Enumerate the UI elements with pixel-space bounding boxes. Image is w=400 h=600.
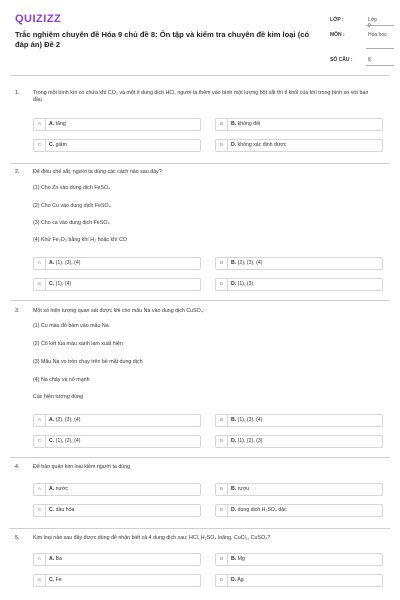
meta-divider [366, 25, 394, 26]
option-key: B. [231, 486, 237, 492]
statement-line: (2) Có kết tủa màu xanh lam xuất hiện [33, 341, 123, 347]
statement-line: (3) Cho ca vào dung dịch FeSO₄ [33, 220, 110, 226]
statement-line: (4) Khử Fe₂O₃ bằng khí H₂ hoặc khí CO [33, 237, 128, 243]
option-d[interactable] [215, 574, 383, 587]
option-letter: D [216, 505, 228, 516]
option-letter: B [216, 484, 228, 495]
question-divider [10, 300, 390, 301]
question-3 [15, 308, 390, 453]
option-label: Mg [237, 556, 245, 562]
option-d[interactable] [215, 504, 383, 517]
option-a[interactable] [33, 483, 201, 496]
option-label: Fe [55, 577, 62, 583]
option-label: (1), (4) [55, 281, 72, 287]
option-label: (1), (3) [237, 281, 254, 287]
question-5 [15, 535, 390, 595]
option-label: rượu [237, 486, 250, 492]
statement-line: Các hiện tượng đúng [33, 394, 84, 400]
question-number: 4. [15, 464, 20, 470]
option-key: C. [49, 507, 55, 513]
question-number: 3. [15, 308, 20, 314]
meta-divider [366, 65, 394, 66]
statement-line: (2) Cho Cu vào dung dịch FeSO₄ [33, 203, 111, 209]
option-b[interactable] [215, 553, 383, 566]
option-key: D. [231, 281, 237, 287]
option-a[interactable] [33, 414, 201, 427]
option-letter: B [216, 258, 228, 269]
statement-line: (1) Cu màu đỏ bám vào mẩu Na [33, 323, 109, 329]
option-key: A. [49, 121, 55, 127]
option-letter: A [34, 119, 46, 130]
option-label: (1), (2), (4) [55, 438, 81, 444]
option-a[interactable] [33, 553, 201, 566]
question-2 [15, 169, 390, 294]
option-key: D. [231, 577, 237, 583]
option-letter: D [216, 279, 228, 290]
meta-subject-label: MÔN : [330, 32, 345, 38]
option-b[interactable] [215, 414, 383, 427]
question-divider [10, 528, 390, 529]
question-number: 5. [15, 535, 20, 541]
option-c[interactable] [33, 278, 201, 291]
option-a[interactable] [33, 257, 201, 270]
option-label: dầu hỏa [55, 507, 75, 513]
option-letter: B [216, 415, 228, 426]
option-key: A. [49, 486, 55, 492]
option-letter: A [34, 415, 46, 426]
statement-line: (3) Mẩu Na vo tròn chạy trên bề mặt dung dịch [33, 359, 143, 365]
option-b[interactable] [215, 257, 383, 270]
meta-count-label: SỐ CÂU : [330, 57, 353, 63]
option-key: C. [49, 438, 55, 444]
option-label: (1), (2), (3) [237, 438, 263, 444]
option-letter: C [34, 140, 46, 151]
option-label: Ag [237, 577, 244, 583]
option-c[interactable] [33, 504, 201, 517]
question-text: Kim loại nào sau đây được dùng để nhận biết cả 4 dung dịch sau: HCl, H₂SO₄ loãng, CuCl₂, CuSO₄? [33, 535, 271, 541]
option-letter: D [216, 140, 228, 151]
option-label: không xác định được [237, 142, 287, 148]
statement-line: (4) Na cháy và nổ mạnh [33, 377, 90, 383]
option-letter: A [34, 258, 46, 269]
question-text: Để điều chế sắt, người ta dùng các cách nào sau đây? [33, 169, 162, 175]
header-divider [10, 75, 390, 76]
option-letter: C [34, 436, 46, 447]
question-4 [15, 464, 390, 524]
option-letter: C [34, 575, 46, 586]
option-letter: B [216, 119, 228, 130]
question-1 [15, 90, 390, 160]
option-key: D. [231, 507, 237, 513]
option-key: B. [231, 121, 237, 127]
quizizz-logo: QUIZIZZ [15, 13, 62, 25]
question-text: Trong một bình kín có chứa khí CO₂ và một ít dung dịch HCl, người ta thêm vào bình một lượng bột sắt thì tỉ khối của khí trong bình so với ban đầu [33, 90, 369, 104]
option-a[interactable] [33, 118, 201, 131]
option-label: dung dịch H₂SO₄ đặc [237, 507, 287, 513]
option-d[interactable] [215, 435, 383, 448]
option-key: B. [231, 417, 237, 423]
option-letter: B [216, 554, 228, 565]
option-key: A. [49, 417, 55, 423]
option-letter: C [34, 505, 46, 516]
question-divider [10, 457, 390, 458]
question-number: 1. [15, 90, 20, 96]
option-key: D. [231, 142, 237, 148]
question-number: 2. [15, 169, 20, 175]
meta-divider [366, 48, 394, 49]
option-letter: D [216, 575, 228, 586]
option-d[interactable] [215, 278, 383, 291]
option-letter: A [34, 484, 46, 495]
option-key: D. [231, 438, 237, 444]
option-letter: A [34, 554, 46, 565]
worksheet-title: Trắc nghiệm chuyên đề Hóa 9 chủ đề 8: Ôn tập và kiểm tra chuyên đề kim loại (có đáp án) Đề 2 [15, 30, 310, 49]
option-key: B. [231, 556, 237, 562]
meta-class-value: Lớp 9 [368, 17, 377, 29]
option-label: (2), (3), (4) [237, 260, 263, 266]
meta-class-label: LỚP : [330, 17, 344, 23]
question-divider [10, 163, 390, 164]
option-d[interactable] [215, 139, 383, 152]
question-text: Để bảo quản kim loại kiềm người ta dùng [33, 464, 131, 470]
option-key: A. [49, 556, 55, 562]
option-b[interactable] [215, 483, 383, 496]
option-key: C. [49, 281, 55, 287]
option-b[interactable] [215, 118, 383, 131]
option-c[interactable] [33, 139, 201, 152]
option-letter: D [216, 436, 228, 447]
option-label: nước [55, 486, 68, 492]
option-label: không đổi [237, 121, 261, 127]
option-key: B. [231, 260, 237, 266]
option-key: A. [49, 260, 55, 266]
option-letter: C [34, 279, 46, 290]
option-label: Ba [55, 556, 62, 562]
option-key: C. [49, 577, 55, 583]
meta-count-value: 8 [368, 57, 371, 63]
meta-subject-value: Hóa học [368, 32, 387, 38]
statement-line: (1) Cho Zn vào dung dịch FeSO₄ [33, 185, 111, 191]
option-label: tăng [55, 121, 66, 127]
option-label: (1), (3), (4) [237, 417, 263, 423]
option-label: (2), (3), (4) [55, 417, 81, 423]
option-label: giảm [55, 142, 67, 148]
option-c[interactable] [33, 435, 201, 448]
option-key: C. [49, 142, 55, 148]
option-label: (1), (3), (4) [55, 260, 81, 266]
option-c[interactable] [33, 574, 201, 587]
question-text: Một số hiện tượng quan sát được khi cho mẩu Na vào dung dịch CuSO₄: [33, 308, 205, 314]
